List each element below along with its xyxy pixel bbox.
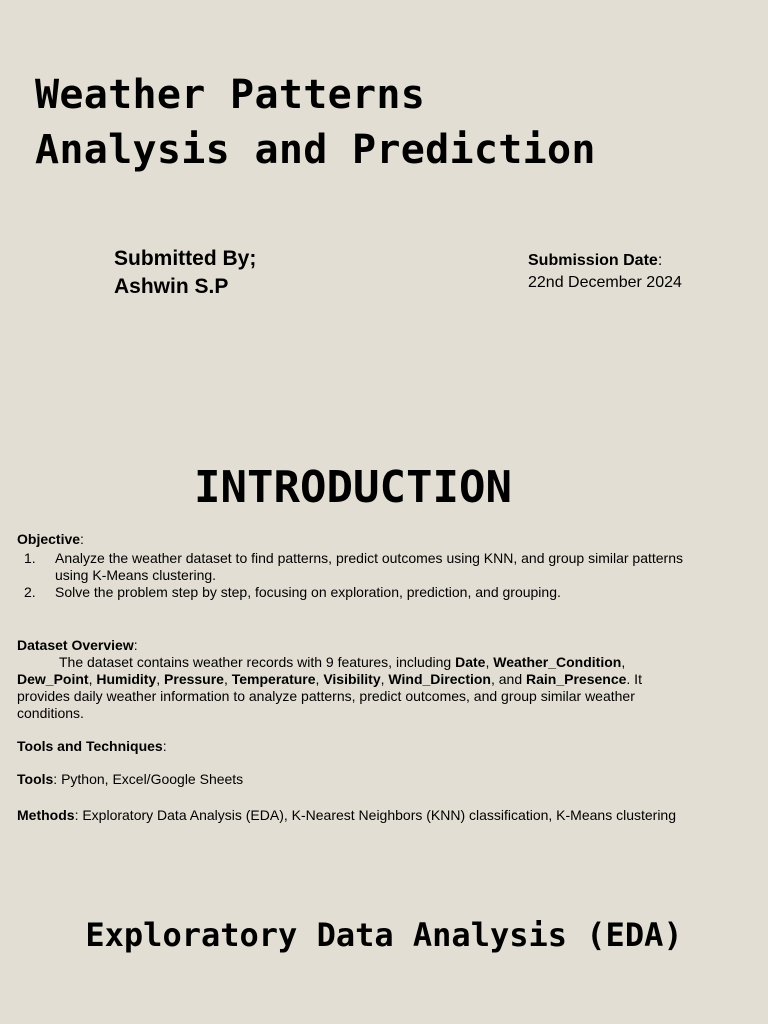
title-line-2: Analysis and Prediction [35, 127, 596, 173]
submitted-by-label: Submitted By; [114, 247, 257, 270]
separator: , [485, 654, 494, 670]
tools-techniques-colon: : [162, 738, 167, 754]
author-name: Ashwin S.P [114, 275, 229, 298]
submission-date-block [528, 250, 682, 294]
feature-name: Date [455, 654, 486, 670]
title-line-1: Weather Patterns [35, 72, 426, 118]
dataset-overview-paragraph [17, 654, 657, 722]
feature-name: Visibility [323, 671, 381, 687]
methods-label: Methods [17, 807, 75, 823]
feature-name: Rain_Presence [526, 671, 627, 687]
objective-label: Objective [17, 531, 81, 547]
dataset-tail-text: . It provides daily weather information to analyze patterns, predict outcomes, and group similar weather conditions. [17, 671, 642, 721]
list-item-number: 1. [24, 550, 36, 566]
feature-name: Dew_Point [17, 671, 89, 687]
feature-name: Temperature [231, 671, 316, 687]
feature-name: Pressure [164, 671, 224, 687]
dataset-overview-section [17, 637, 657, 722]
submission-date-colon: : [657, 252, 663, 269]
tools-techniques-heading [17, 738, 167, 755]
eda-heading: Exploratory Data Analysis (EDA) [85, 916, 683, 954]
methods-line [17, 805, 677, 825]
dataset-overview-colon: : [133, 637, 138, 653]
submitted-by-block [114, 245, 256, 301]
feature-name: Weather_Condition [493, 654, 622, 670]
list-item [17, 550, 697, 584]
separator: , [380, 671, 389, 687]
separator: , [315, 671, 324, 687]
separator: , [156, 671, 165, 687]
objective-colon: : [80, 531, 84, 547]
separator: , [621, 654, 626, 670]
separator: , and [490, 671, 526, 687]
submission-date-label: Submission Date [528, 252, 658, 269]
tools-techniques-label: Tools and Techniques [17, 738, 163, 754]
tools-text: : Python, Excel/Google Sheets [53, 771, 244, 787]
feature-name: Humidity [96, 671, 157, 687]
dataset-overview-label: Dataset Overview [17, 637, 134, 653]
objective-list [17, 550, 697, 601]
tools-label: Tools [17, 771, 54, 787]
document-title [35, 68, 596, 178]
methods-text: : Exploratory Data Analysis (EDA), K-Nearest Neighbors (KNN) classification, K-Means clustering [74, 807, 676, 823]
list-item-text: Analyze the weather dataset to find patterns, predict outcomes using KNN, and group similar patterns using K-Means clustering. [55, 550, 684, 583]
objective-section [17, 531, 697, 601]
list-item [17, 584, 697, 601]
list-item-number: 2. [24, 584, 36, 600]
separator: , [223, 671, 232, 687]
introduction-heading: INTRODUCTION [194, 462, 512, 513]
feature-name: Wind_Direction [388, 671, 491, 687]
submission-date-value: 22nd December 2024 [528, 274, 682, 291]
separator: , [88, 671, 97, 687]
list-item-text: Solve the problem step by step, focusing on exploration, prediction, and grouping. [55, 584, 561, 600]
tools-line [17, 771, 243, 788]
dataset-intro-text: The dataset contains weather records with 9 features, including [59, 654, 456, 670]
